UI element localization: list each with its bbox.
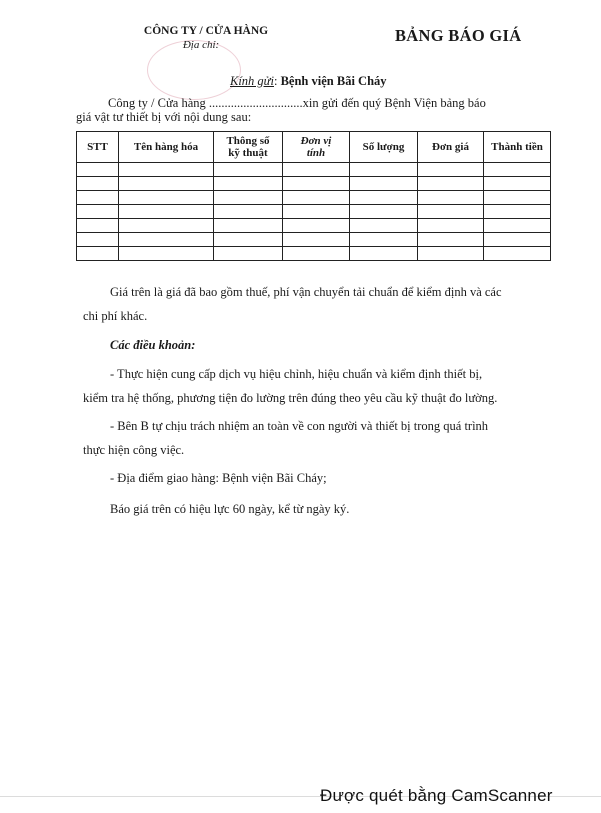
- table-cell: [283, 233, 350, 247]
- table-cell: [119, 163, 214, 177]
- col-quantity: Số lượng: [350, 132, 418, 163]
- table-cell: [214, 163, 283, 177]
- table-cell: [484, 233, 551, 247]
- col-unit-price: Đơn giá: [418, 132, 484, 163]
- validity-note: Báo giá trên có hiệu lực 60 ngày, kể từ ngày ký.: [110, 502, 350, 516]
- table-cell: [214, 177, 283, 191]
- table-cell: [214, 233, 283, 247]
- table-cell: [119, 205, 214, 219]
- table-cell: [418, 191, 484, 205]
- table-row: [77, 191, 551, 205]
- address-label: Địa chỉ:: [182, 39, 220, 51]
- table-cell: [283, 191, 350, 205]
- table-cell: [484, 205, 551, 219]
- table-cell: [119, 247, 214, 261]
- table-row: [77, 177, 551, 191]
- table-cell: [484, 191, 551, 205]
- table-cell: [119, 219, 214, 233]
- intro-line-1: Công ty / Cửa hàng ..............................xin gửi đến quý Bệnh Viện bảng báo: [108, 96, 486, 110]
- table-cell: [418, 205, 484, 219]
- table-cell: [283, 219, 350, 233]
- company-name: CÔNG TY / CỬA HÀNG: [143, 25, 269, 37]
- table-cell: [119, 177, 214, 191]
- table-cell: [350, 247, 418, 261]
- table-cell: [350, 177, 418, 191]
- table-row: [77, 163, 551, 177]
- table-cell: [350, 233, 418, 247]
- table-row: [77, 219, 551, 233]
- table-header-row: [77, 132, 551, 163]
- table-cell: [77, 163, 119, 177]
- table-cell: [418, 233, 484, 247]
- recipient-name: Bệnh viện Bãi Cháy: [280, 74, 387, 88]
- table-cell: [350, 191, 418, 205]
- table-cell: [77, 233, 119, 247]
- table-cell: [350, 205, 418, 219]
- table-cell: [418, 177, 484, 191]
- col-item-name: Tên hàng hóa: [119, 132, 214, 163]
- table-cell: [214, 219, 283, 233]
- col-spec: Thông số kỹ thuật: [214, 132, 283, 163]
- table-cell: [77, 191, 119, 205]
- table-cell: [418, 163, 484, 177]
- table-row: [77, 233, 551, 247]
- table-cell: [350, 163, 418, 177]
- table-cell: [283, 177, 350, 191]
- table-row: [77, 205, 551, 219]
- col-stt: STT: [77, 132, 119, 163]
- term-2: - Bên B tự chịu trách nhiệm an toàn về con người và thiết bị trong quá trình thực hiện công việc.: [83, 419, 489, 457]
- table-cell: [77, 219, 119, 233]
- table-row: [77, 247, 551, 261]
- table-cell: [214, 247, 283, 261]
- table-cell: [283, 163, 350, 177]
- camscanner-watermark: Được quét bằng CamScanner: [320, 786, 553, 805]
- table-cell: [119, 191, 214, 205]
- quotation-table: [76, 131, 551, 261]
- table-cell: [350, 219, 418, 233]
- recipient-line: Kính gửi: Bệnh viện Bãi Cháy: [230, 74, 387, 88]
- col-unit: Đơn vị tính: [283, 132, 350, 163]
- recipient-label: Kính gửi: [230, 74, 274, 88]
- table-cell: [283, 247, 350, 261]
- table-cell: [484, 247, 551, 261]
- table-cell: [418, 219, 484, 233]
- col-total: Thành tiền: [484, 132, 551, 163]
- table-cell: [484, 163, 551, 177]
- table-cell: [214, 191, 283, 205]
- table-cell: [283, 205, 350, 219]
- table-cell: [77, 177, 119, 191]
- price-note: Giá trên là giá đã bao gồm thuế, phí vận chuyển tải chuẩn để kiểm định và các chi phí khác.: [83, 285, 502, 323]
- table-cell: [484, 177, 551, 191]
- terms-title: Các điều khoản:: [110, 338, 196, 352]
- table-cell: [77, 247, 119, 261]
- table-cell: [484, 219, 551, 233]
- document-title: BẢNG BÁO GIÁ: [395, 26, 522, 45]
- table-cell: [418, 247, 484, 261]
- table-cell: [77, 205, 119, 219]
- intro-line-2: giá vật tư thiết bị với nội dung sau:: [76, 110, 252, 124]
- table-cell: [214, 205, 283, 219]
- term-1: - Thực hiện cung cấp dịch vụ hiệu chỉnh, hiệu chuẩn và kiểm định thiết bị, kiểm tra hệ thống, phương tiện đo lường trên đúng theo yêu cầu kỹ thuật đo lường.: [83, 367, 498, 405]
- term-3: - Địa điểm giao hàng: Bệnh viện Bãi Cháy;: [110, 471, 327, 485]
- table-cell: [119, 233, 214, 247]
